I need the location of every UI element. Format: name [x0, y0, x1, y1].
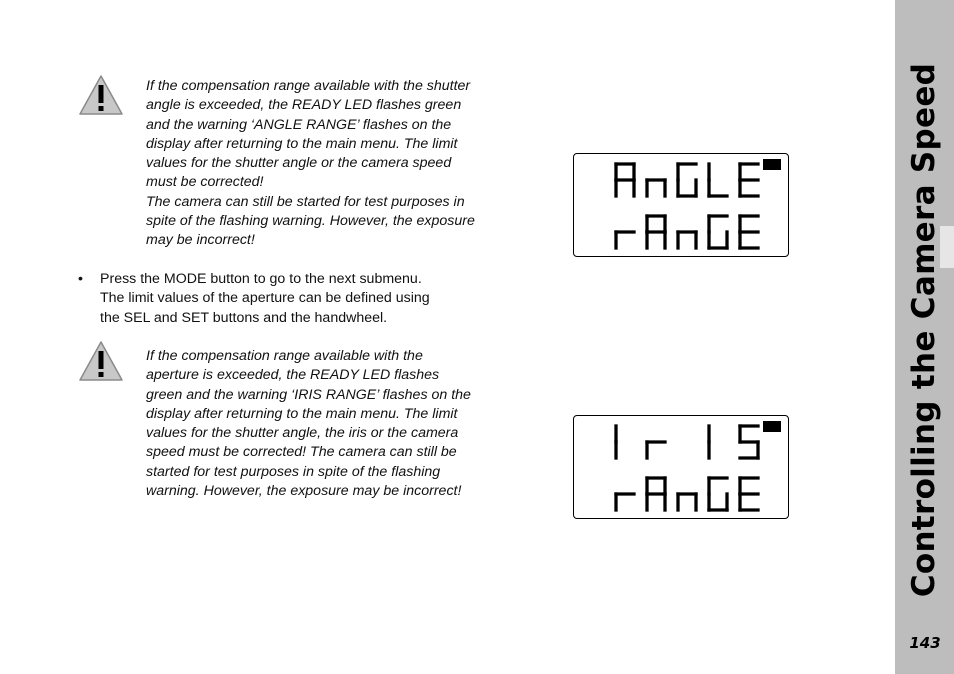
lcd-character — [614, 214, 636, 250]
lcd-character — [645, 162, 667, 198]
lcd-character — [738, 424, 760, 460]
warning-paragraph: The camera can still be started for test purposes in spite of the flashing warning. However, the exposure may be incorrect! — [146, 193, 475, 249]
bullet-marker: • — [78, 271, 83, 287]
warning-note-angle-range — [146, 77, 476, 251]
lcd-character — [707, 214, 729, 250]
lcd-display-angle-range — [573, 153, 789, 257]
warning-triangle-icon — [78, 340, 124, 382]
lcd-character — [614, 476, 636, 512]
lcd-character — [645, 424, 667, 460]
bullet-line: Press the MODE button to go to the next submenu. — [100, 271, 422, 287]
lcd-line-2 — [614, 214, 760, 250]
lcd-character — [676, 162, 698, 198]
bullet-line: the SEL and SET buttons and the handwheel. — [100, 309, 388, 326]
lcd-character — [707, 162, 729, 198]
warning-paragraph: If the compensation range available with the shutter angle is exceeded, the READY LED flashes green and the warning ‘ANGLE RANGE’ flashes on the display after returning to the main menu. The limit values for the shutter angle or the camera speed must be corrected! — [146, 78, 471, 191]
lcd-display-iris-range — [573, 415, 789, 519]
lcd-character — [738, 162, 760, 198]
lcd-indicator-icon — [763, 421, 781, 432]
lcd-character — [614, 162, 636, 198]
lcd-character — [645, 476, 667, 512]
chapter-title: Controlling the Camera Speed — [906, 62, 942, 598]
chapter-marker — [940, 226, 954, 268]
warning-triangle-icon — [78, 74, 124, 116]
lcd-indicator-icon — [763, 159, 781, 170]
lcd-character — [707, 476, 729, 512]
lcd-character — [738, 214, 760, 250]
lcd-character — [676, 214, 698, 250]
lcd-blank — [676, 424, 698, 460]
lcd-character — [738, 476, 760, 512]
lcd-character — [645, 214, 667, 250]
lcd-character — [707, 424, 729, 460]
page-number: 143 — [909, 634, 941, 652]
warning-note-iris-range — [146, 347, 476, 501]
lcd-character — [676, 476, 698, 512]
lcd-line-1 — [614, 424, 760, 460]
lcd-line-2 — [614, 476, 760, 512]
lcd-character — [614, 424, 636, 460]
bullet-line: The limit values of the aperture can be defined using — [100, 290, 430, 307]
lcd-line-1 — [614, 162, 760, 198]
warning-paragraph: If the compensation range available with the aperture is exceeded, the READY LED flashes green and the warning ‘IRIS RANGE’ flashes on the display after returning to the main menu. The limit values for the shutter angle, the iris or the camera speed must be corrected! The camera can still be started for test purposes in spite of the flashing warning. However, the exposure may be incorrect! — [146, 348, 471, 500]
instruction-bullet — [78, 270, 478, 328]
